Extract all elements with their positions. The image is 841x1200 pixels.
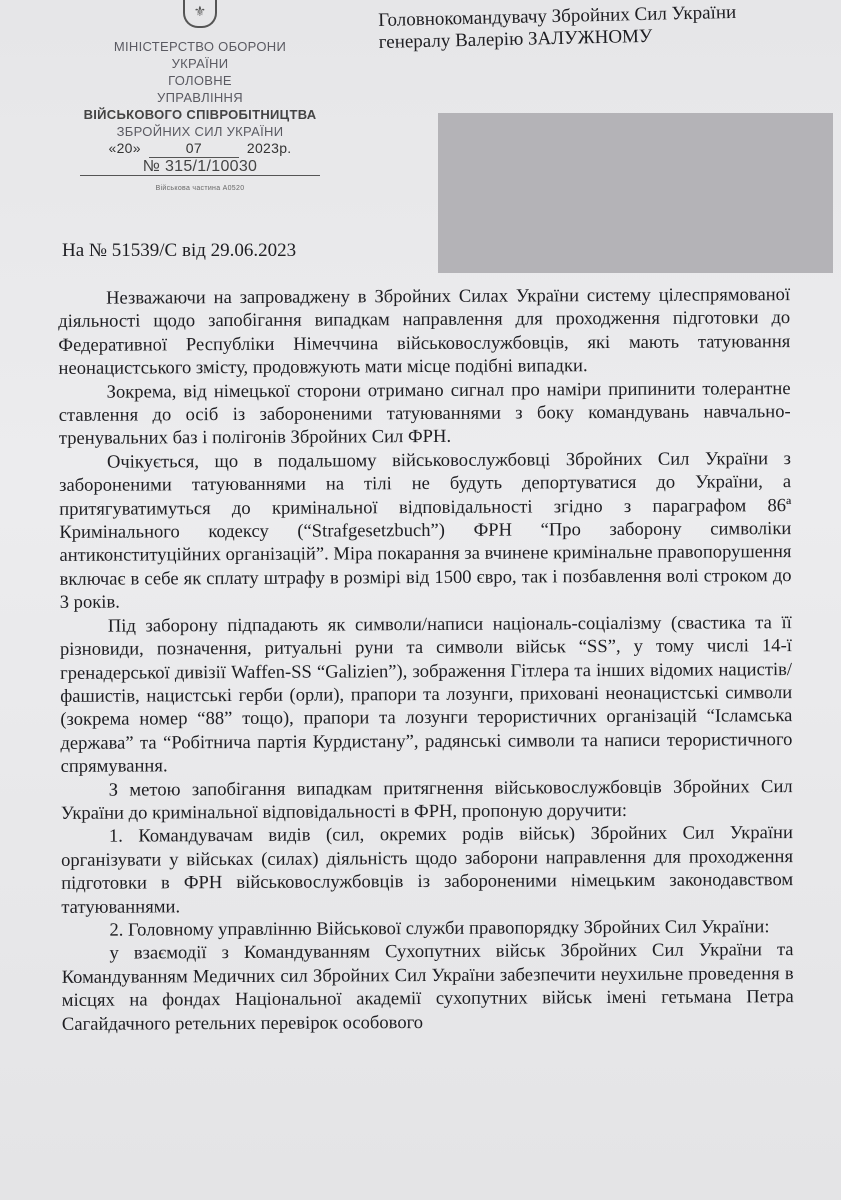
stamp-month: 07 [149,140,239,158]
paragraph: Незважаючи на запроваджену в Збройних Силах України систему цілеспрямованої діяльності щодо запобігання випадкам направлення для проходження підготовки до Федеративної Республіки Німеччина військовослужбовців, які мають татуювання неонацистського змісту, продовжують мати місце подібні випадки. [58,284,791,380]
stamp-footer: Військова частина А0520 [155,185,245,192]
addressee-line: Головнокомандувачу Збройних Сил України [378,1,737,31]
stamp-line: ЗБРОЙНИХ СИЛ УКРАЇНИ [116,124,284,139]
stamp-line: УКРАЇНИ [171,56,229,71]
stamp-date [60,140,340,158]
addressee-line: генералу Валерію ЗАЛУЖНОМУ [378,25,653,53]
stamp-line: МІНІСТЕРСТВО ОБОРОНИ [113,39,287,54]
ministry-stamp [60,0,340,194]
stamp-line: УПРАВЛІННЯ [157,90,243,105]
paragraph: Під заборону підпадають як символи/написи національ-соціалізму (свастика та її різновиди, позначення, ритуальні руни та символи військ “SS”, у тому числі 14-ї гренадерської дивізії Waffen-SS “Galizien”), зображення Гітлера та інших відомих нацистів/фашистів, нацистські герби (орли), прапори та лозунги, приховані неонацистські символи (зокрема номер “88” тощо), прапори та лозунги терористичних організацій “Ісламська держава” та “Робітнича партія Курдистану”, радянські символи та написи терористичного спрямування. [59,611,793,778]
paragraph: Очікується, що в подальшому військовослужбовці Збройних Сил України з забороненими татуюваннями на тілі не будуть депортуватися до України, а притягуватимуться до кримінальної відповідальності згідно з параграфом 86ª Кримінального кодексу (“Strafgesetzbuch”) ФРН “Про заборону символіки антиконституційних організацій”. Міра покарання за вчинене кримінальне правопорушення включає в себе як сплату штрафу в розмірі від 1500 євро, так і позбавлення волі строком до 3 років. [59,447,792,614]
stamp-line: ВІЙСЬКОВОГО СПІВРОБІТНИЦТВА [83,107,317,122]
paragraph: у взаємодії з Командуванням Сухопутних військ Збройних Сил України та Командуванням Медичних сил Збройних Сил України забезпечити неухильне проведення в місцях на фондах Національної академії сухопутних військ імені гетьмана Петра Сагайдачного ретельних перевірок особового [61,939,794,1035]
addressee [378,2,737,54]
stamp-line: ГОЛОВНЕ [168,73,232,88]
paragraph: 1. Командувачам видів (сил, окремих родів військ) Збройних Сил України організувати у військах (силах) діяльність щодо заборони направлення для проходження підготовки в ФРН військовослужбовців із забороненими німецьким законодавством татуюваннями. [60,822,794,918]
stamp-number: № 315/1/10030 [80,158,320,176]
paragraph: З метою запобігання випадкам притягнення військовослужбовців Збройних Сил України до кримінальної відповідальності в ФРН, пропоную доручити: [60,775,793,824]
stamp-day: «20» [108,140,141,156]
paragraph: Зокрема, від німецької сторони отримано сигнал про наміри припинити толерантне ставлення до осіб із забороненими татуюваннями з боку командувань навчально-тренувальних баз і полігонів Збройних Сил ФРН. [58,377,791,450]
stamp-year: 2023р. [246,140,292,156]
redaction-box [438,113,833,273]
reference-number: На № 51539/С від 29.06.2023 [62,240,297,261]
trident-coat-of-arms-icon: ⚜ [183,0,217,28]
letter-body [58,283,794,1036]
paragraph: 2. Головному управлінню Військової служби правопорядку Збройних Сил України: [109,916,770,941]
